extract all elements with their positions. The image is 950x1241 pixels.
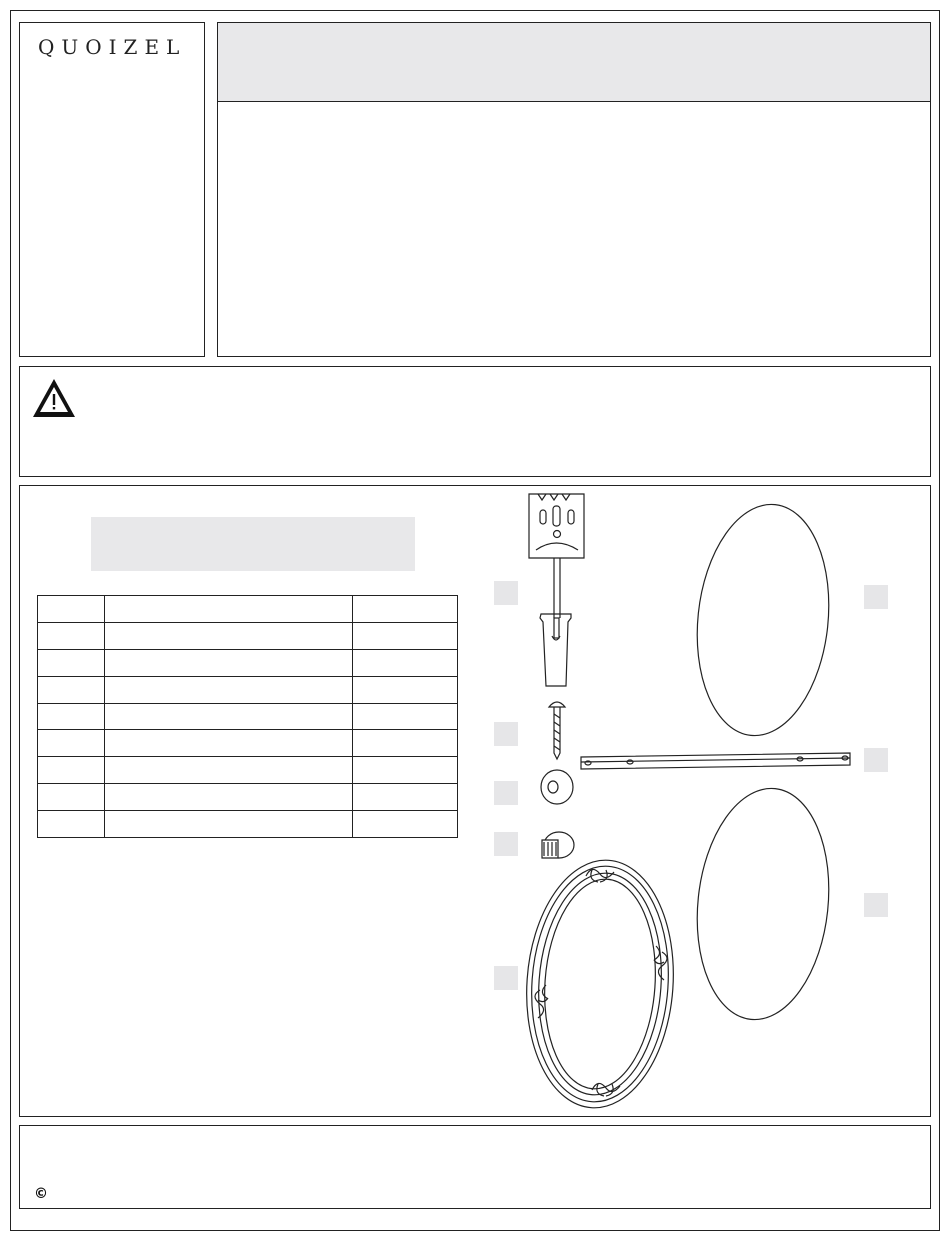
- washer-icon: [541, 770, 573, 804]
- wall-hook-icon: [540, 614, 571, 686]
- part-label-marker: [494, 966, 518, 990]
- mirror-glass-icon: [686, 498, 840, 742]
- hanging-rod-icon: [554, 558, 560, 618]
- part-label-marker: [494, 781, 518, 805]
- part-label-marker: [864, 893, 888, 917]
- copyright-symbol: ©: [34, 1186, 48, 1202]
- mirror-backing-icon: [686, 782, 840, 1026]
- part-label-marker: [864, 748, 888, 772]
- part-label-marker: [494, 722, 518, 746]
- anchor-icon: [542, 832, 574, 858]
- screw-icon: [549, 702, 565, 759]
- mounting-rail-icon: [581, 753, 850, 769]
- part-label-marker: [864, 585, 888, 609]
- mounting-bracket-icon: [529, 494, 584, 558]
- part-label-marker: [494, 832, 518, 856]
- part-label-marker: [494, 581, 518, 605]
- quoizel-logo: QUOIZEL: [38, 35, 187, 59]
- ornate-frame-icon: [519, 855, 682, 1113]
